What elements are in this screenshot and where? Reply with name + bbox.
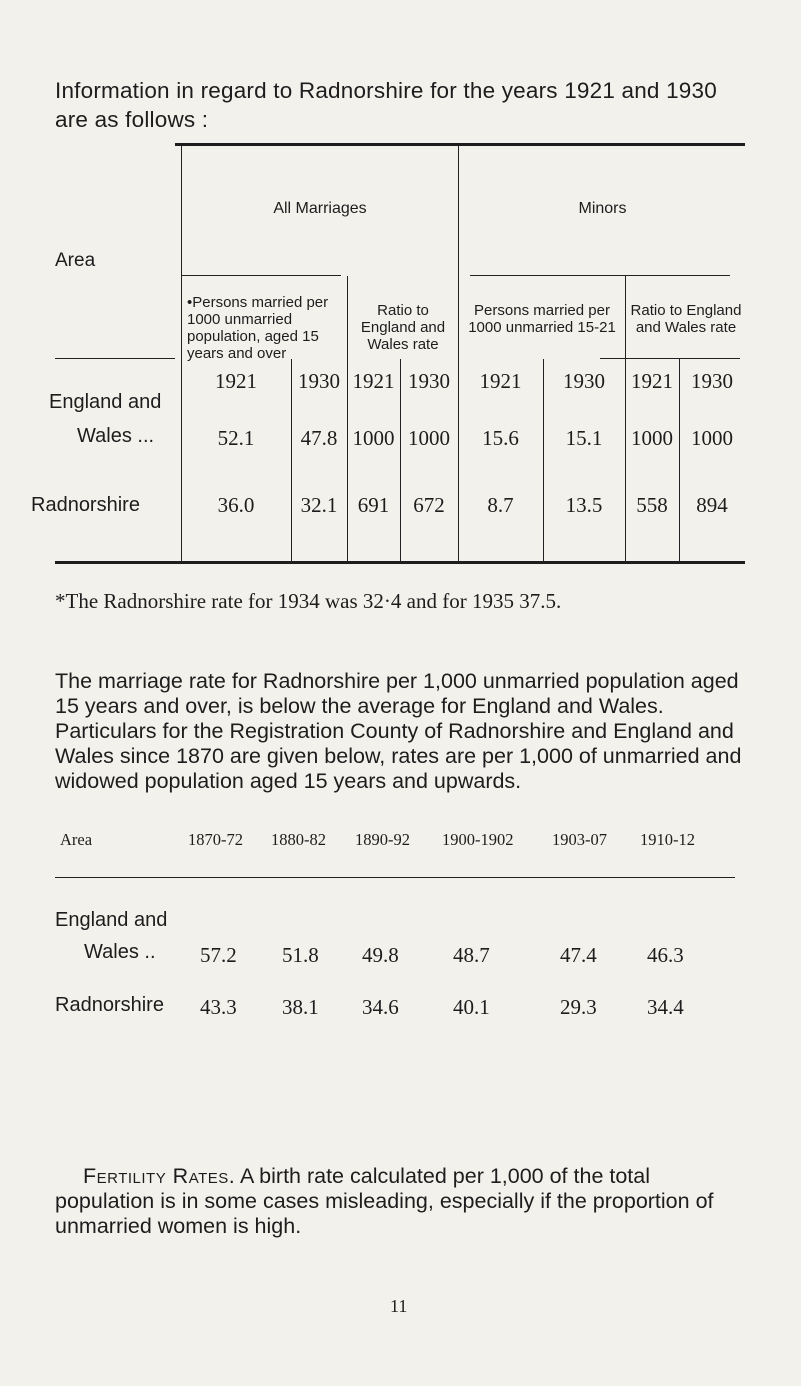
- period-header: 1910-12: [640, 830, 695, 849]
- fertility-text: A birth rate calculated per 1,000 of the total population is in some cases misleading, especially if the proportion of unmarried women is high.: [55, 1164, 714, 1238]
- page-number: 11: [390, 1296, 408, 1316]
- all-marriages-header: All Marriages: [273, 200, 367, 217]
- header-rule: [470, 275, 730, 276]
- ratio-header-2: Ratio to England and Wales rate: [630, 302, 742, 336]
- row-label-line1: England and: [55, 909, 168, 931]
- row-label-line1: Radnorshire: [55, 994, 164, 1016]
- row-label-line1: Radnorshire: [31, 494, 140, 516]
- persons-married-minors-header: Persons married per 1000 unmarried 15-21: [468, 302, 616, 336]
- intro-text: Information in regard to Radnorshire for the years 1921 and 1930 are as follows :: [55, 78, 717, 132]
- row-label-line2: Wales ..: [84, 941, 156, 963]
- table-cell: 672: [413, 493, 445, 517]
- year-cell: 1921: [631, 369, 673, 393]
- table-top-rule: [175, 143, 745, 146]
- table-cell: 47.8: [300, 426, 338, 450]
- year-cell: 1930: [408, 369, 450, 393]
- body-paragraph: The marriage rate for Radnorshire per 1,000 unmarried population aged 15 years and over, is below the average for England and Wales. Particulars for the Registration County of Radnorshire and England and Wales since 1870 are given below, rates are per 1,000 of unmarried and widowed population aged 15 years and upwards.: [55, 669, 742, 793]
- table-cell: 34.6: [362, 995, 399, 1019]
- period-header: Area: [60, 830, 93, 849]
- table-cell: 894: [696, 493, 728, 517]
- year-cell: 1921: [479, 369, 522, 393]
- table-cell: 8.7: [487, 493, 514, 517]
- period-header: 1900-1902: [442, 830, 514, 849]
- table-cell: 47.4: [560, 943, 597, 967]
- table-cell: 43.3: [200, 995, 237, 1019]
- table-cell: 1000: [352, 426, 395, 450]
- row-label-line1: England and: [49, 391, 162, 413]
- year-cell: 1930: [298, 369, 340, 393]
- divider: [625, 276, 626, 561]
- table-cell: 15.6: [482, 426, 519, 450]
- table-cell: 57.2: [200, 943, 237, 967]
- table-cell: 48.7: [453, 943, 490, 967]
- table-cell: 13.5: [565, 493, 603, 517]
- footnote: *The Radnorshire rate for 1934 was 32·4 and for 1935 37.5.: [55, 589, 562, 613]
- period-header: 1870-72: [188, 830, 243, 849]
- marriage-table: [31, 143, 745, 566]
- table-cell: 691: [357, 493, 390, 517]
- table-cell: 15.1: [565, 426, 603, 450]
- persons-married-header: •Persons married per 1000 unmarried population, aged 15 years and over: [187, 294, 329, 362]
- year-cell: 1930: [563, 369, 605, 393]
- table-cell: 32.1: [300, 493, 338, 517]
- table-cell: 38.1: [282, 995, 319, 1019]
- table-cell: 1000: [691, 426, 733, 450]
- row-label-line2: Wales ...: [77, 425, 155, 447]
- year-cell: 1921: [352, 369, 395, 393]
- table-cell: 558: [636, 493, 668, 517]
- table-bottom-rule: [55, 561, 745, 564]
- table-cell: 29.3: [560, 995, 597, 1019]
- table-cell: 34.4: [647, 995, 684, 1019]
- ratio-header-1: Ratio to England and Wales rate: [360, 302, 446, 353]
- year-cell: 1930: [691, 369, 733, 393]
- area-header: Area: [55, 250, 96, 271]
- table-cell: 1000: [408, 426, 450, 450]
- table-cell: 46.3: [647, 943, 684, 967]
- year-cell: 1921: [215, 369, 257, 393]
- table2-rule: [55, 877, 735, 878]
- table-cell: 52.1: [217, 426, 255, 450]
- table-cell: 1000: [631, 426, 673, 450]
- minors-header: Minors: [578, 200, 627, 217]
- period-header: 1890-92: [355, 830, 410, 849]
- table-cell: 40.1: [453, 995, 490, 1019]
- header-rule: [600, 358, 740, 359]
- header-rule: [55, 358, 175, 359]
- period-header: 1903-07: [552, 830, 607, 849]
- fertility-heading: Fertility Rates.: [83, 1164, 236, 1188]
- table-cell: 36.0: [217, 493, 255, 517]
- header-rule: [181, 275, 341, 276]
- period-header: 1880-82: [271, 830, 326, 849]
- fertility-paragraph: [55, 1164, 755, 1239]
- table-cell: 51.8: [282, 943, 319, 967]
- table-cell: 49.8: [362, 943, 399, 967]
